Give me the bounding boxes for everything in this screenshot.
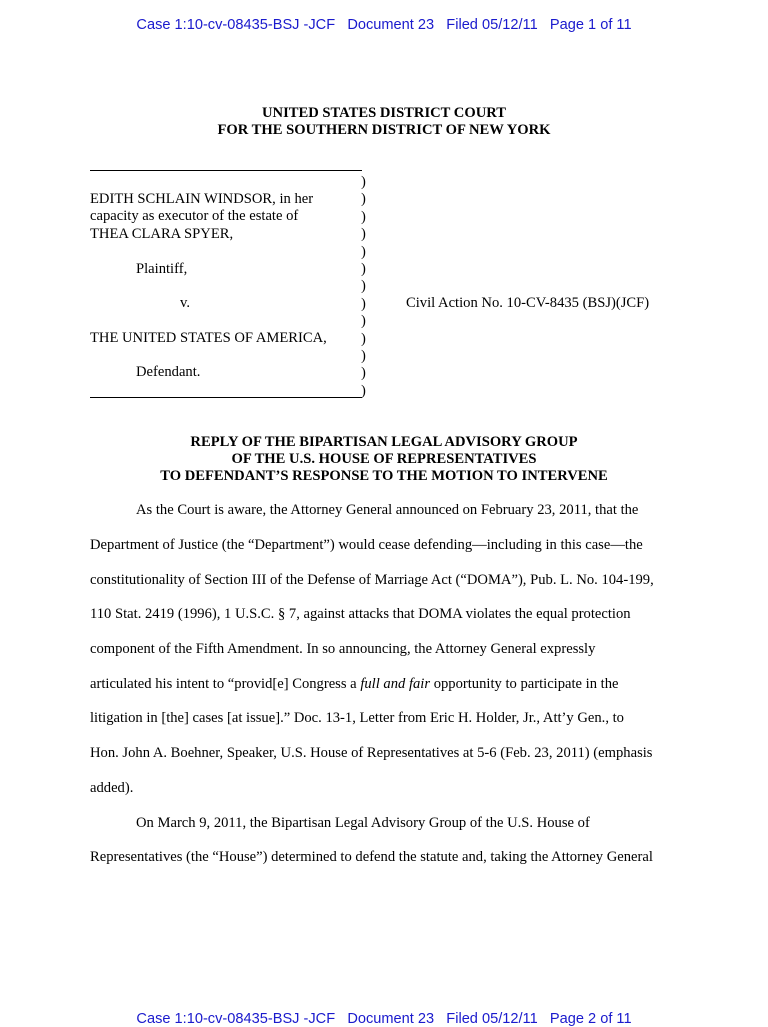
caption-top-rule [90, 170, 362, 171]
caption-bottom-rule [90, 397, 362, 398]
document-title-line-3: TO DEFENDANT’S RESPONSE TO THE MOTION TO INTERVENE [160, 468, 608, 484]
header-document-number: Document 23 [347, 17, 435, 33]
body-line: added). [90, 780, 134, 796]
emphasized-text: full and fair [360, 676, 431, 692]
caption-parenthesis-column: ) ) ) ) ) ) ) ) ) ) ) ) ) [361, 174, 366, 399]
defendant-name: THE UNITED STATES OF AMERICA, [90, 330, 327, 346]
header-filed-date: Filed 05/12/11 [446, 17, 538, 33]
plaintiff-name-line-3: THEA CLARA SPYER, [90, 226, 234, 242]
next-page-running-header [0, 1011, 768, 1027]
body-line: constitutionality of Section III of the Defense of Marriage Act (“DOMA”), Pub. L. No. 104-199, [90, 572, 654, 588]
body-line: Department of Justice (the “Department”) would cease defending—including in this case—the [90, 537, 643, 553]
defendant-label: Defendant. [136, 364, 201, 380]
court-name: UNITED STATES DISTRICT COURT [261, 105, 506, 121]
document-title-line-1: REPLY OF THE BIPARTISAN LEGAL ADVISORY GROUP [190, 434, 578, 450]
plaintiff-name-line-2: capacity as executor of the estate of [90, 208, 299, 224]
body-line: 110 Stat. 2419 (1996), 1 U.S.C. § 7, against attacks that DOMA violates the equal protection [90, 606, 631, 622]
civil-action-number: Civil Action No. 10-CV-8435 (BSJ)(JCF) [406, 295, 650, 311]
footer-document-number: Document 23 [347, 1011, 435, 1027]
body-text: articulated his intent to “provid[e] Congress a [90, 676, 361, 692]
body-text: opportunity to participate in the [430, 676, 619, 692]
versus-label: v. [180, 295, 190, 311]
footer-page-number: Page 2 of 11 [549, 1011, 632, 1027]
body-line [90, 676, 619, 693]
footer-filed-date: Filed 05/12/11 [446, 1011, 538, 1027]
court-district: FOR THE SOUTHERN DISTRICT OF NEW YORK [217, 122, 551, 138]
running-header [0, 17, 768, 33]
body-line: litigation in [the] cases [at issue].” Doc. 13-1, Letter from Eric H. Holder, Jr., Att’y Gen., to [90, 710, 624, 726]
body-line: Hon. John A. Boehner, Speaker, U.S. House of Representatives at 5-6 (Feb. 23, 2011) (emphasis [90, 745, 653, 761]
header-page-number: Page 1 of 11 [549, 17, 632, 33]
plaintiff-label: Plaintiff, [136, 261, 188, 277]
body-line: Representatives (the “House”) determined to defend the statute and, taking the Attorney General [90, 849, 653, 865]
body-line: On March 9, 2011, the Bipartisan Legal Advisory Group of the U.S. House of [136, 815, 590, 831]
header-case-number: Case 1:10-cv-08435-BSJ -JCF [136, 17, 336, 33]
body-line: component of the Fifth Amendment. In so announcing, the Attorney General expressly [90, 641, 596, 657]
plaintiff-name-line-1: EDITH SCHLAIN WINDSOR, in her [90, 191, 314, 207]
footer-case-number: Case 1:10-cv-08435-BSJ -JCF [136, 1011, 336, 1027]
document-title-line-2: OF THE U.S. HOUSE OF REPRESENTATIVES [231, 451, 537, 467]
body-line: As the Court is aware, the Attorney General announced on February 23, 2011, that the [136, 502, 639, 518]
